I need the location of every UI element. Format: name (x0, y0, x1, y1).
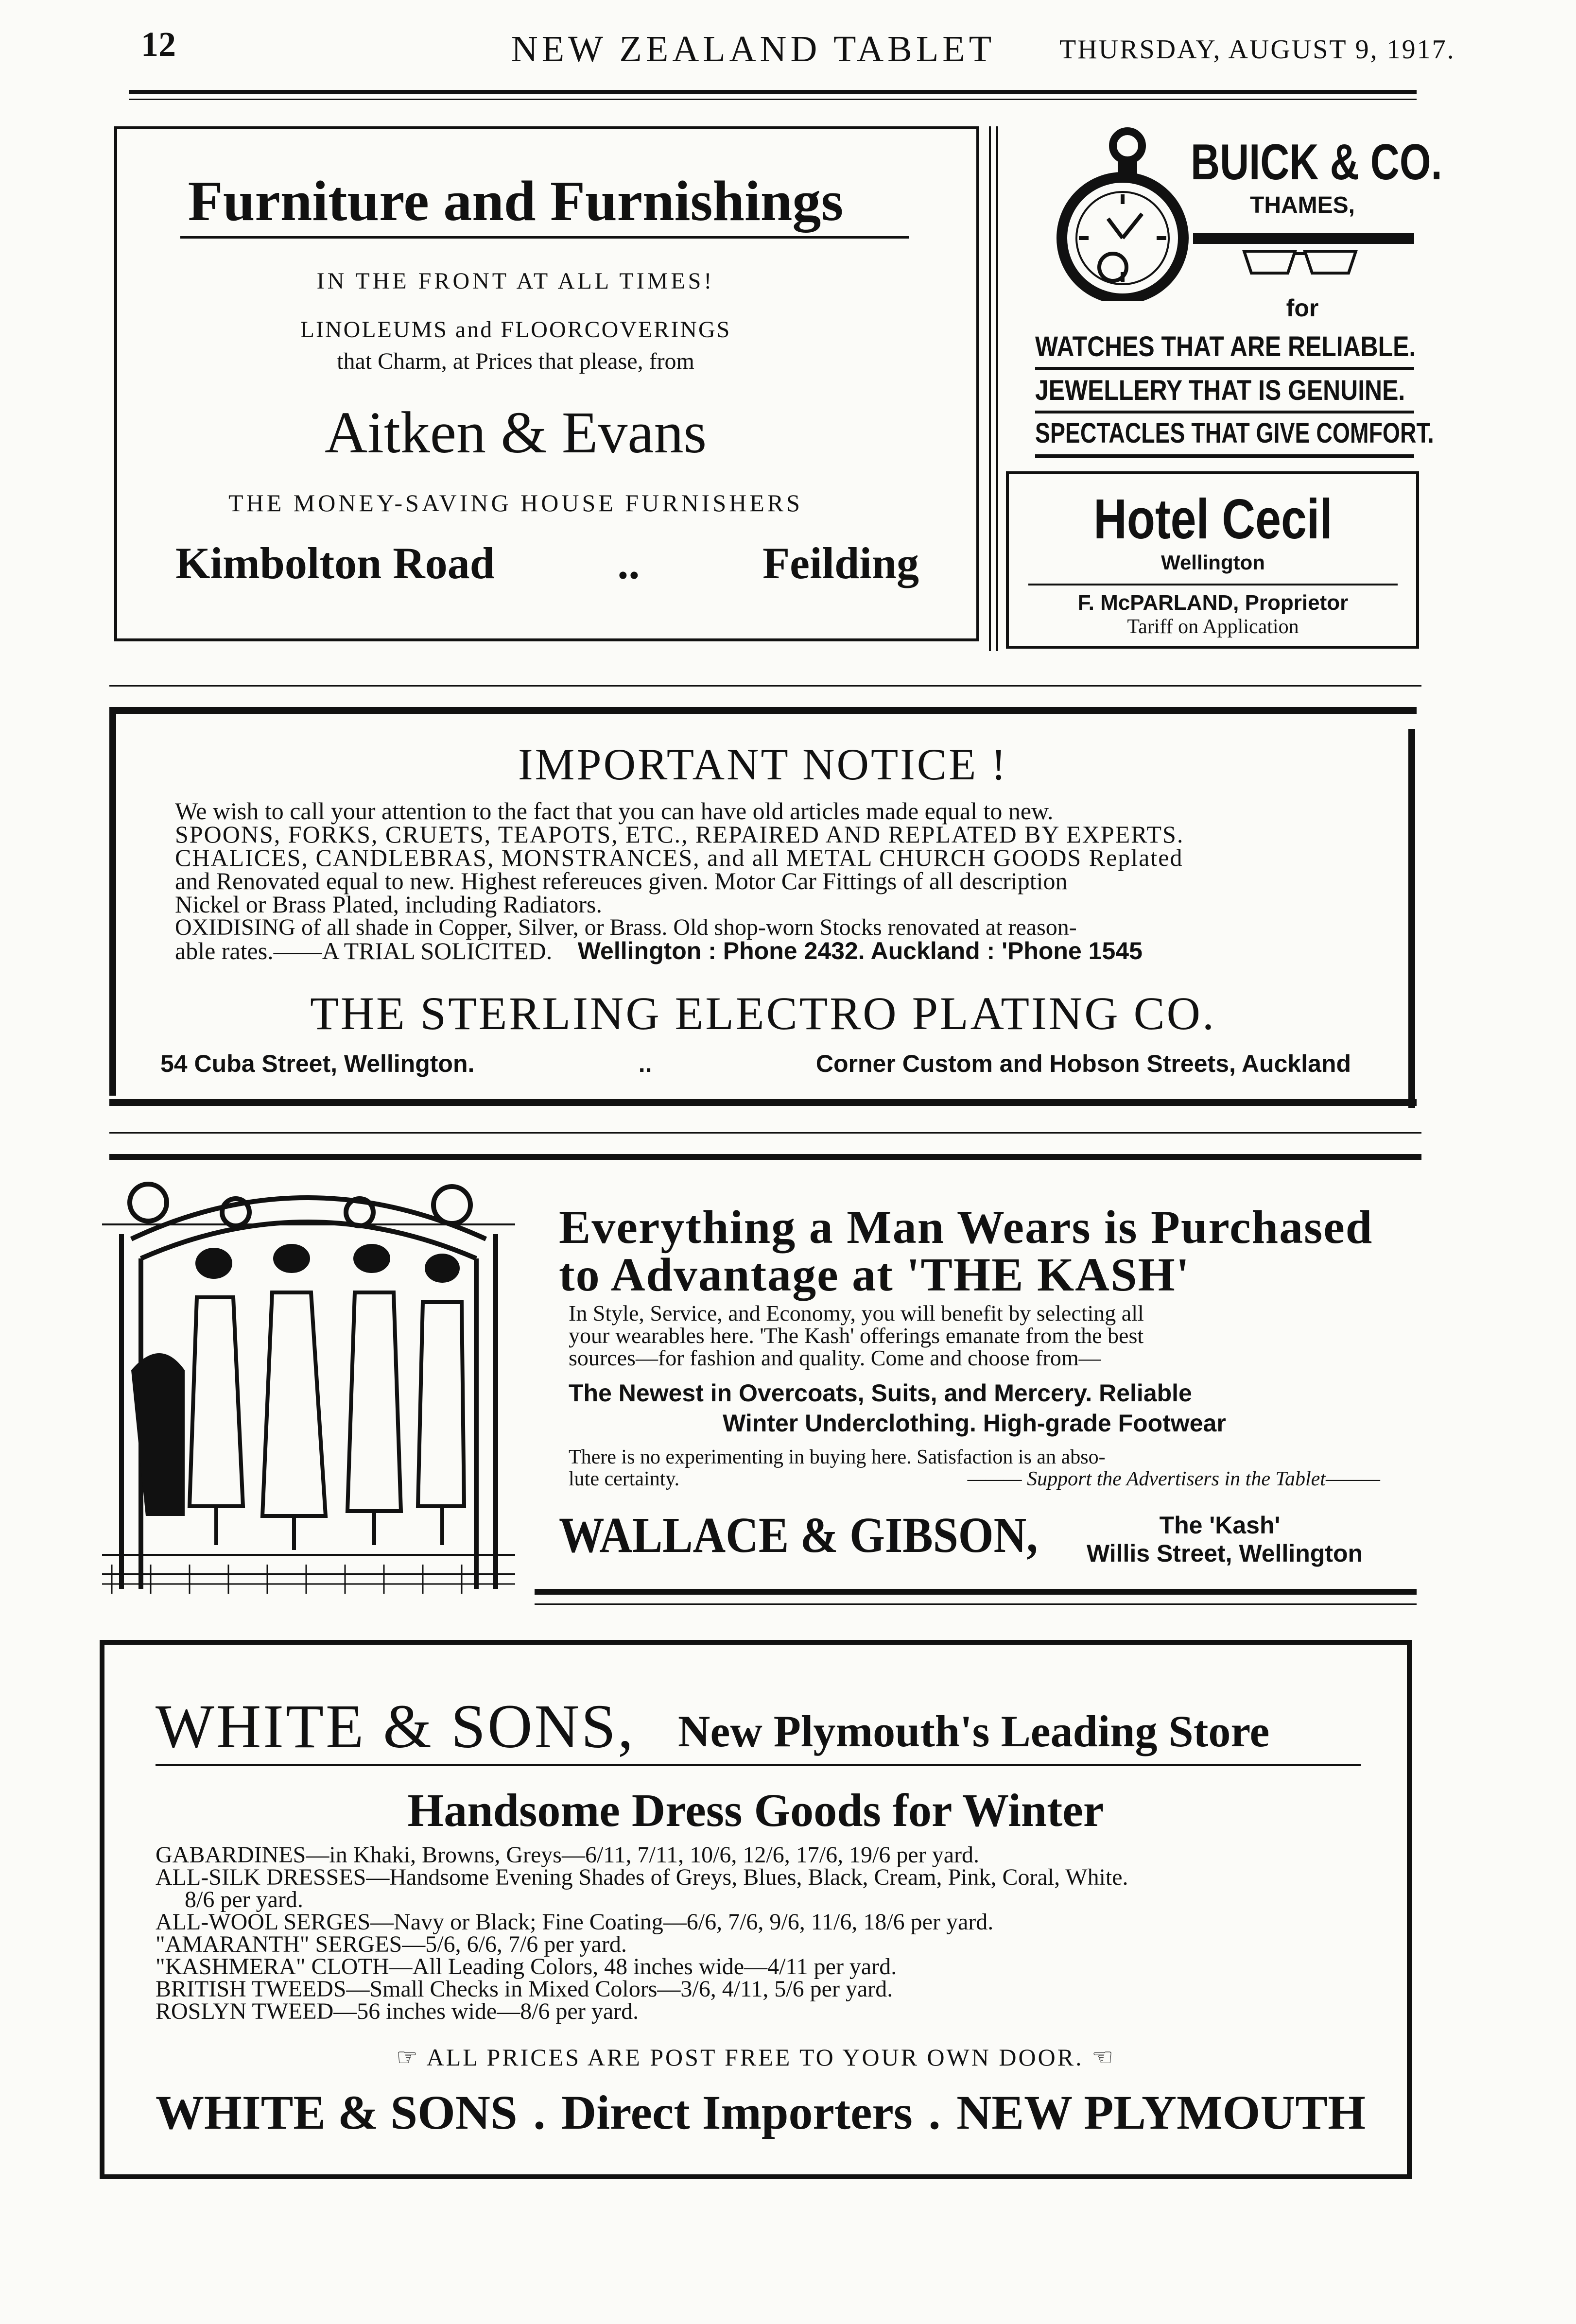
pointing-hand-left-icon: ☜ (1083, 2044, 1115, 2071)
header-rule (129, 90, 1417, 94)
buick-town: THAMES, (1250, 192, 1355, 218)
notice-heading: IMPORTANT NOTICE ! (518, 740, 1008, 789)
furniture-line-2: LINOLEUMS and FLOORCOVERINGS (300, 317, 731, 343)
notice-last-line: able rates.——A TRIAL SOLICITED. (175, 937, 553, 964)
notice-line-4: and Renovated equal to new. Highest refereuces given. Motor Car Fittings of all description (175, 867, 1068, 895)
notice-top-rule (109, 707, 1417, 714)
notice-line-1: We wish to call your attention to the fact that you can have old articles made equal to new. (175, 797, 1054, 825)
white-footer (156, 2084, 1366, 2140)
kash-bold-1: The Newest in Overcoats, Suits, and Mercery. Reliable (569, 1379, 1192, 1407)
kash-firm: WALLACE & GIBSON, (559, 1507, 1038, 1563)
buick-line-2: JEWELLERY THAT IS GENUINE. (1035, 375, 1405, 406)
white-item-2: ALL-SILK DRESSES—Handsome Evening Shades of Greys, Blues, Black, Cream, Pink, Coral, White. (156, 1864, 1128, 1890)
hotel-proprietor: F. McPARLAND, Proprietor (1077, 591, 1349, 615)
page-number: 12 (141, 25, 176, 64)
furniture-address-right: Feilding (762, 538, 919, 588)
white-item-3: 8/6 per yard. (156, 1887, 303, 1912)
furniture-heading: Furniture and Furnishings (188, 169, 844, 233)
furniture-firm-name: Aitken & Evans (324, 400, 707, 465)
hotel-cecil-ad (1006, 471, 1419, 649)
furniture-line-1: IN THE FRONT AT ALL TIMES! (316, 268, 715, 294)
section-rule-1 (109, 685, 1421, 687)
white-post-free (104, 2043, 1407, 2071)
kash-body-line-1: In Style, Service, and Economy, you will benefit by selecting all (569, 1301, 1144, 1326)
kash-bottom-rule (535, 1589, 1417, 1595)
notice-line-3: CHALICES, CANDLEBRAS, MONSTRANCES, and all METAL CHURCH GOODS Replated (175, 844, 1183, 871)
kash-heading-2: to Advantage at 'THE KASH' (559, 1249, 1190, 1301)
issue-date: THURSDAY, AUGUST 9, 1917. (1059, 34, 1455, 65)
kash-body-line-3: sources—for fashion and quality. Come and choose from— (569, 1345, 1101, 1370)
buick-line-3: SPECTACLES THAT GIVE COMFORT. (1035, 417, 1434, 449)
notice-address (160, 1050, 1351, 1078)
notice-phones: Wellington : Phone 2432. Auckland : 'Phone 1545 (577, 937, 1143, 964)
kash-location-2: Willis Street, Wellington (1086, 1540, 1363, 1567)
header-rule-thin (129, 99, 1417, 100)
white-item-8: ROSLYN TWEED—56 inches wide—8/6 per yard. (156, 1998, 639, 2024)
furniture-address-sep: .. (617, 538, 640, 588)
furniture-heading-rule (180, 236, 909, 239)
furniture-address (175, 537, 919, 589)
white-firm: WHITE & SONS, (156, 1692, 636, 1761)
buick-firm: BUICK & CO. (1191, 134, 1442, 190)
buick-line-rule-1 (1035, 367, 1414, 370)
white-footer-mid: Direct Importers (561, 2085, 913, 2139)
white-footer-dot-1: . (533, 2085, 546, 2139)
hotel-rule (1028, 584, 1398, 585)
kash-body (569, 1302, 1144, 1369)
furniture-ad (114, 126, 979, 641)
hotel-tariff: Tariff on Application (1127, 616, 1299, 638)
furniture-address-left: Kimbolton Road (175, 538, 495, 588)
white-footer-dot-2: . (928, 2085, 941, 2139)
buick-for: for (1286, 294, 1319, 322)
white-footer-firm: WHITE & SONS (156, 2085, 518, 2139)
masthead-title: NEW ZEALAND TABLET (511, 29, 996, 69)
kash-heading-1: Everything a Man Wears is Purchased (559, 1201, 1373, 1254)
white-post-free-text: ALL PRICES ARE POST FREE TO YOUR OWN DOOR. (426, 2044, 1084, 2071)
kash-bold-2: Winter Underclothing. High-grade Footwear (723, 1410, 1226, 1437)
notice-line-2: SPOONS, FORKS, CRUETS, TEAPOTS, ETC., REPAIRED AND REPLATED BY EXPERTS. (175, 821, 1184, 848)
white-sons-ad (100, 1640, 1412, 2179)
white-heading-rule (156, 1764, 1361, 1766)
kash-small-2-left: lute certainty. (569, 1468, 680, 1490)
kash-bottom-rule-thin (535, 1603, 1417, 1605)
notice-address-sep: .. (638, 1050, 652, 1077)
pocket-watch-icon (1040, 126, 1205, 301)
furniture-line-3: that Charm, at Prices that please, from (337, 348, 694, 374)
notice-address-right: Corner Custom and Hobson Streets, Auckland (815, 1050, 1351, 1077)
spectacles-icon (1242, 249, 1358, 278)
column-divider (989, 126, 991, 651)
notice-address-left: 54 Cuba Street, Wellington. (160, 1050, 475, 1077)
buick-line-rule-2 (1035, 411, 1414, 413)
hotel-city: Wellington (1161, 551, 1265, 574)
buick-line-1: WATCHES THAT ARE RELIABLE. (1035, 331, 1416, 362)
white-item-7: BRITISH TWEEDS—Small Checks in Mixed Colors—3/6, 4/11, 5/6 per yard. (156, 1976, 893, 2002)
notice-line-6: OXIDISING of all shade in Copper, Silver, or Brass. Old shop-worn Stocks renovated at reason- (175, 914, 1077, 940)
white-subheading: Handsome Dress Goods for Winter (407, 1784, 1104, 1836)
white-tagline: New Plymouth's Leading Store (678, 1706, 1270, 1756)
kash-location-1: The 'Kash' (1159, 1512, 1281, 1539)
section-rule-3 (109, 1154, 1421, 1160)
notice-right-rule (1408, 729, 1415, 1108)
section-rule-2 (109, 1132, 1421, 1134)
kash-small-2-right: ——— Support the Advertisers in the Tablet——— (967, 1468, 1380, 1490)
notice-left-rule (109, 707, 116, 1096)
white-item-5: "AMARANTH" SERGES—5/6, 6/6, 7/6 per yard. (156, 1931, 627, 1957)
column-divider-2 (996, 126, 998, 651)
buick-rule (1193, 233, 1414, 244)
notice-firm: THE STERLING ELECTRO PLATING CO. (310, 987, 1216, 1039)
men-illustration (102, 1176, 515, 1594)
notice-body (175, 799, 1351, 963)
white-footer-town: NEW PLYMOUTH (956, 2085, 1366, 2139)
furniture-tagline: THE MONEY-SAVING HOUSE FURNISHERS (228, 489, 803, 516)
hotel-name: Hotel Cecil (1093, 487, 1333, 551)
white-item-4: ALL-WOOL SERGES—Navy or Black; Fine Coating—6/6, 7/6, 9/6, 11/6, 18/6 per yard. (156, 1909, 994, 1935)
notice-line-5: Nickel or Brass Plated, including Radiators. (175, 891, 603, 918)
notice-bottom-rule (109, 1099, 1417, 1106)
white-items (156, 1844, 1128, 2023)
kash-small-1: There is no experimenting in buying here. Satisfaction is an abso- (569, 1446, 1106, 1468)
white-item-6: "KASHMERA" CLOTH—All Leading Colors, 48 inches wide—4/11 per yard. (156, 1954, 897, 1980)
white-item-1: GABARDINES—in Khaki, Browns, Greys—6/11, 7/11, 10/6, 12/6, 17/6, 19/6 per yard. (156, 1842, 979, 1868)
kash-body-line-2: your wearables here. 'The Kash' offerings emanate from the best (569, 1323, 1144, 1348)
kash-small-2 (569, 1467, 1380, 1491)
pointing-hand-icon: ☞ (396, 2044, 427, 2071)
buick-line-rule-3 (1035, 454, 1414, 458)
